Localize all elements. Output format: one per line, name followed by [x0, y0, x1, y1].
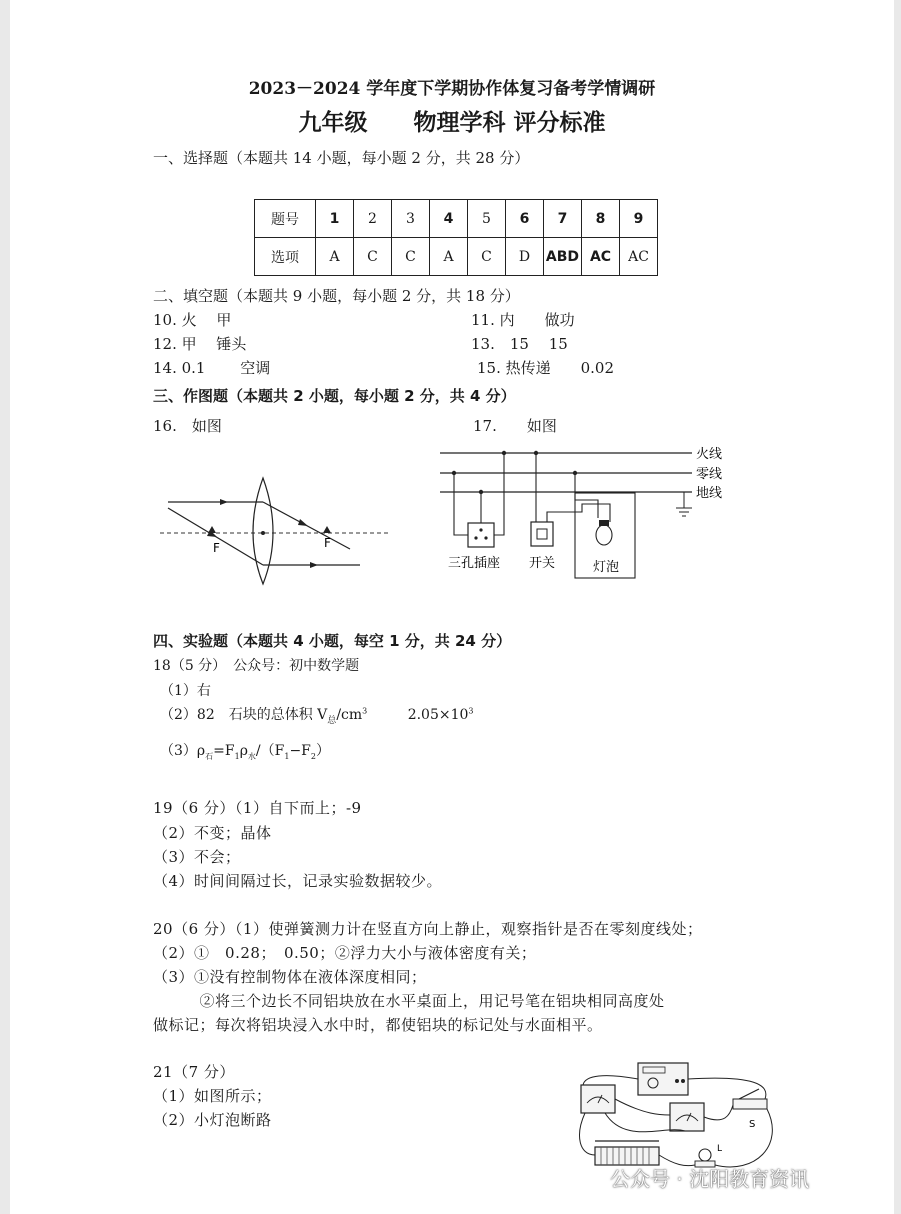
- lamp-symbol-label: L: [717, 1144, 723, 1154]
- answer-cell: C: [468, 238, 506, 276]
- answer-cell: C: [392, 238, 430, 276]
- q16-label: 16. 如图: [153, 417, 222, 435]
- ammeter-icon: [670, 1103, 704, 1131]
- socket-label: 三孔插座: [448, 556, 501, 571]
- answer-table: [254, 199, 658, 276]
- bulb-label: 灯泡: [593, 560, 620, 575]
- q19-head: 19（6 分）（1）自下而上；-9: [153, 799, 362, 817]
- arrow-icon: [310, 562, 318, 568]
- answer-item: 11. 内 做功: [471, 311, 575, 329]
- q20-answer: ②将三个边长不同铝块放在水平桌面上，用记号笔在铝块相同高度处: [153, 992, 665, 1010]
- section4-title: 四、实验题（本题共 4 小题，每空 1 分，共 24 分）: [153, 632, 512, 650]
- question-number: 5: [468, 200, 506, 238]
- answer-cell: D: [506, 238, 544, 276]
- q19-answer: （2）不变；晶体: [153, 824, 272, 842]
- q17-label: 17. 如图: [473, 417, 557, 435]
- question-number: 1: [316, 200, 354, 238]
- q20-answer: （2）① 0.28； 0.50；②浮力大小与液体密度有关；: [153, 944, 537, 962]
- answer-cell: AC: [620, 238, 658, 276]
- switch-icon: [733, 1099, 767, 1109]
- question-number: 7: [544, 200, 582, 238]
- power-supply-icon: [638, 1063, 688, 1095]
- answer-item: 15. 热传递 0.02: [477, 359, 615, 377]
- focal-point-marker: [208, 526, 216, 533]
- bulb-icon: [596, 525, 612, 545]
- q19-answer: （3）不会；: [153, 848, 241, 866]
- switch-label: 开关: [529, 556, 556, 571]
- socket-wire: [454, 473, 468, 535]
- table-row-label: 选项: [255, 238, 316, 276]
- question-number: 9: [620, 200, 658, 238]
- switch-box: [531, 522, 553, 546]
- answer-item: 13. 15 15: [471, 335, 568, 353]
- question-number: 3: [392, 200, 430, 238]
- answer-item: 10. 火 甲: [153, 311, 232, 329]
- question-number: 8: [582, 200, 620, 238]
- socket-box: [468, 523, 494, 547]
- exam-subtitle: 九年级 物理学科 评分标准: [298, 109, 606, 136]
- answer-cell: A: [316, 238, 354, 276]
- question-number: 2: [354, 200, 392, 238]
- switch-symbol-label: S: [749, 1119, 756, 1130]
- neutral-wire-label: 零线: [696, 467, 723, 482]
- focal-label: F: [324, 536, 331, 550]
- answer-sheet-page: [10, 0, 894, 1214]
- q20-head: 20（6 分）（1）使弹簧测力计在竖直方向上静止，观察指针是否在零刻度线处；: [153, 920, 703, 938]
- watermark: 公众号 · 沈阳教育资讯: [610, 1167, 810, 1191]
- q18-answer-1: （1）右: [160, 683, 211, 699]
- household-circuit-diagram: [430, 440, 750, 585]
- q18-answer-3: $(3)\rho_石=F_1\rho_水/(F_1-F_2)$: [160, 743, 330, 761]
- table-row: [255, 200, 658, 238]
- answer-item: 12. 甲 锤头: [153, 335, 247, 353]
- voltmeter-icon: [581, 1085, 615, 1113]
- question-number: 6: [506, 200, 544, 238]
- focal-point-marker: [323, 526, 331, 533]
- q21-answer: （1）如图所示；: [153, 1087, 272, 1105]
- q21-answer: （2）小灯泡断路: [153, 1111, 272, 1129]
- table-row: [255, 238, 658, 276]
- section3-title: 三、作图题（本题共 2 小题，每小题 2 分，共 4 分）: [153, 387, 516, 405]
- exam-title: 2023－2024 学年度下学期协作体复习备考学情调研: [248, 79, 656, 99]
- answer-cell: ABD: [544, 238, 582, 276]
- q21-head: 21（7 分）: [153, 1063, 235, 1081]
- answer-cell: C: [354, 238, 392, 276]
- section2-title: 二、填空题（本题共 9 小题，每小题 2 分，共 18 分）: [153, 287, 520, 305]
- q20-answer: （3）①没有控制物体在液体深度相同；: [153, 968, 427, 986]
- focal-label: F: [213, 541, 220, 555]
- answer-cell: AC: [582, 238, 620, 276]
- answer-cell: A: [430, 238, 468, 276]
- lamp-icon: [699, 1149, 711, 1161]
- ground-wire-label: 地线: [696, 486, 723, 501]
- answer-item: 14. 0.1 空调: [153, 359, 271, 377]
- q20-answer: 做标记；每次将铝块浸入水中时，都使铝块的标记处与水面相平。: [153, 1016, 603, 1034]
- q18-head: 18（5 分） 公众号：初中数学题: [153, 658, 360, 674]
- question-number: 4: [430, 200, 468, 238]
- arrow-icon: [298, 519, 308, 526]
- live-wire-label: 火线: [696, 447, 723, 462]
- q19-answer: （4）时间间隔过长，记录实验数据较少。: [153, 872, 443, 890]
- q18-answer-2: （2）82 石块的总体积 $V_总/cm^3$ $2.05\times 10^3$: [160, 706, 474, 726]
- arrow-icon: [220, 499, 228, 505]
- table-row-label: 题号: [255, 200, 316, 238]
- lens-ray-diagram: [150, 460, 400, 590]
- optical-center: [261, 531, 265, 535]
- section1-title: 一、选择题（本题共 14 小题，每小题 2 分，共 28 分）: [153, 149, 530, 167]
